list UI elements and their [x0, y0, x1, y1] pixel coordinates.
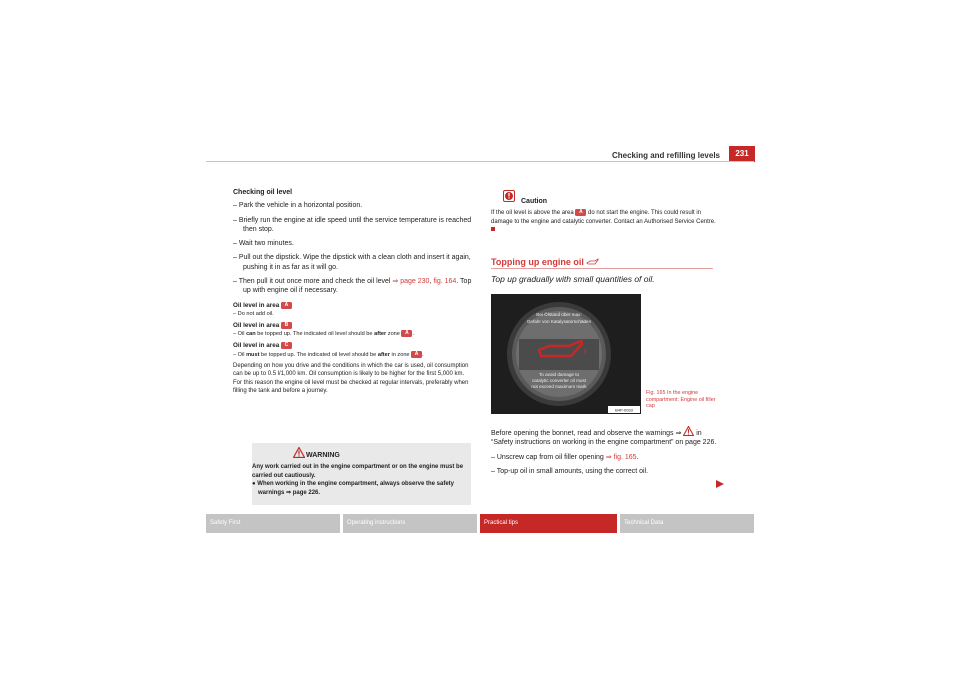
- area-a-label: Oil level in area A: [233, 301, 473, 310]
- step-item: – Unscrew cap from oil filler opening ⇒ fig. 165.: [491, 453, 639, 461]
- warning-triangle-icon: [683, 426, 694, 436]
- oil-can-icon: [586, 258, 599, 265]
- caution-title: Caution: [521, 198, 548, 205]
- cap-text: not exceed maximum mark: [531, 384, 587, 389]
- oil-filler-cap-image: [491, 294, 641, 414]
- warning-text: [252, 463, 471, 497]
- topping-up-body: [491, 426, 723, 481]
- caution-text: If the oil level is above the area A do not start the engine. This could result in damage to the engine and catalytic converter. Contact an Authorised Service Centre.: [491, 209, 717, 235]
- header-divider: [206, 161, 754, 162]
- continue-arrow-icon: [716, 480, 724, 488]
- cap-text: catalytic converter oil must: [531, 378, 587, 383]
- warning-triangle-icon: [293, 447, 305, 458]
- section-subtitle: Top up gradually with small quantities of oil.: [491, 274, 655, 284]
- step-item: – Wait two minutes.: [233, 240, 294, 248]
- figure-link[interactable]: ⇒ fig. 165: [605, 453, 637, 461]
- page-number: 231: [729, 146, 755, 162]
- warning-box: [252, 443, 471, 505]
- area-c-text: – Oil must be topped up. The indicated oil level should be after in zone A .: [233, 350, 424, 358]
- step-item-check-level: – Then pull it out once more and check the oil level ⇒ page 230, fig. 164. Top up with engine oil if necessary.: [233, 278, 472, 295]
- end-marker: [491, 227, 495, 231]
- section-divider: [491, 268, 713, 269]
- area-b-label: Oil level in area B: [233, 321, 473, 330]
- area-badge: A: [575, 209, 586, 216]
- figure-caption: Fig. 165 In the engine compartment: Engine oil filler cap: [646, 390, 716, 409]
- warning-title: WARNING: [306, 452, 340, 459]
- page-link[interactable]: ⇒ page 230: [392, 278, 430, 286]
- area-badge: B: [281, 322, 292, 329]
- cap-text: Gefahr von Katalysatorschäden: [526, 319, 592, 324]
- step-item: – Pull out the dipstick. Wipe the dipstick with a clean cloth and insert it again, pushing it in as far as it will go.: [233, 254, 471, 271]
- cap-text: Bei Ölstand über max:: [536, 312, 582, 317]
- footer-tab-practical-tips[interactable]: Practical tips: [480, 514, 617, 533]
- area-badge: A: [411, 351, 422, 358]
- step-item: – Park the vehicle in a horizontal position.: [233, 202, 363, 210]
- area-badge: A: [401, 330, 412, 337]
- oil-consumption-paragraph: Depending on how you drive and the conditions in which the car is used, oil consumption can be up to 0.5 l/1,000 km. Oil consumption is likely to be higher for the first 5,000 km. For this reason the engine oil level must be checked at regular intervals, preferably when filling the tank and before a journey.: [233, 362, 469, 395]
- left-column: [233, 188, 473, 396]
- area-c-label: Oil level in area C: [233, 341, 473, 350]
- safety-paragraph: Before opening the bonnet, read and observe the warnings ⇒ in “Safety instructions on working in the engine compartment” on page 226.: [491, 426, 723, 448]
- step-item: – Briefly run the engine at idle speed until the service temperature is reached then stop.: [233, 216, 472, 233]
- figure-code: B4P-0033: [615, 407, 633, 413]
- area-a-text: – Do not add oil.: [233, 310, 274, 317]
- cap-text: To avoid damage to: [538, 372, 580, 377]
- warning-line: Any work carried out in the engine compartment or on the engine must be carried out cautiously.: [252, 464, 464, 479]
- footer-tab-technical-data[interactable]: Technical Data: [620, 514, 754, 533]
- oil-filler-cap-figure: [491, 294, 641, 414]
- figure-link[interactable]: fig. 164: [433, 278, 457, 286]
- section-heading-checking-oil: Checking oil level: [233, 189, 293, 196]
- area-badge: C: [281, 342, 292, 349]
- section-title: Topping up engine oil: [491, 257, 599, 267]
- area-b-text: – Oil can be topped up. The indicated oil level should be after zone A .: [233, 330, 415, 338]
- running-header-title: Checking and refilling levels: [611, 151, 720, 160]
- footer-tab-operating-instructions[interactable]: Operating instructions: [343, 514, 477, 533]
- warning-line: ● When working in the engine compartment, always observe the safety warnings ⇒ page 226.: [252, 481, 455, 496]
- area-badge: A: [281, 302, 292, 309]
- footer-tab-safety-first[interactable]: Safety First: [206, 514, 340, 533]
- step-item: – Top-up oil in small amounts, using the correct oil.: [491, 467, 649, 475]
- caution-exclamation-icon: [503, 190, 515, 202]
